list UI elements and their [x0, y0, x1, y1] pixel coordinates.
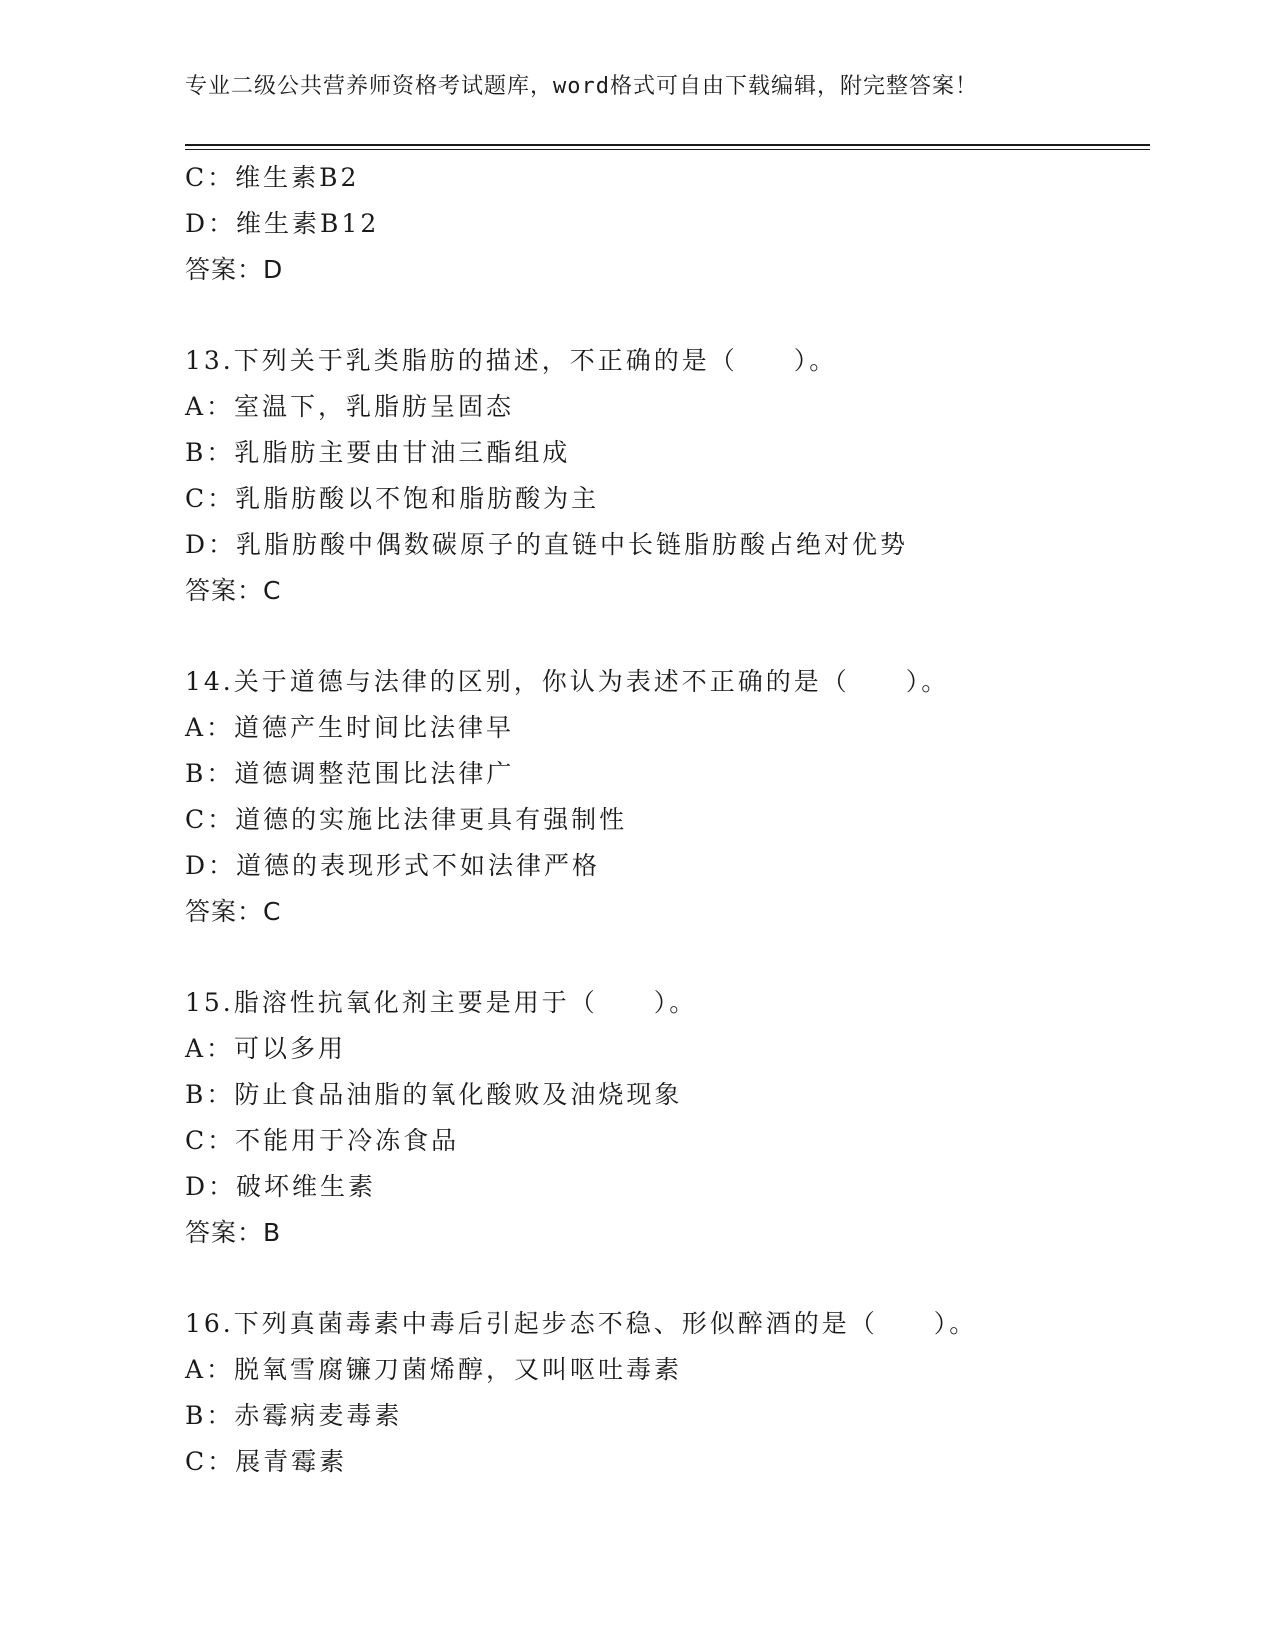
question-16	[185, 1301, 1150, 1485]
option-line: C：展青霉素	[185, 1447, 348, 1476]
option-line: A：脱氧雪腐镰刀菌烯醇，又叫呕吐毒素	[185, 1355, 683, 1384]
question-stem: 16.下列真菌毒素中毒后引起步态不稳、形似醉酒的是（ ）。	[185, 1309, 978, 1338]
question-13	[185, 338, 1150, 614]
option-line: D：维生素B12	[185, 209, 380, 238]
option-line: A：可以多用	[185, 1034, 347, 1063]
option-line: B：赤霉病麦毒素	[185, 1401, 403, 1430]
option-line: D：乳脂肪酸中偶数碳原子的直链中长链脂肪酸占绝对优势	[185, 530, 909, 559]
option-line: B：道德调整范围比法律广	[185, 759, 515, 788]
question-gap	[185, 293, 1150, 338]
question-14	[185, 659, 1150, 935]
page-header: 专业二级公共营养师资格考试题库，word格式可自由下载编辑，附完整答案！	[185, 74, 978, 99]
option-line: C：乳脂肪酸以不饱和脂肪酸为主	[185, 484, 600, 513]
option-line: C：维生素B2	[185, 163, 360, 192]
option-line: C：道德的实施比法律更具有强制性	[185, 805, 628, 834]
option-line: A：室温下，乳脂肪呈固态	[185, 392, 515, 421]
question-15	[185, 980, 1150, 1256]
question-gap	[185, 935, 1150, 980]
option-line: A：道德产生时间比法律早	[185, 713, 515, 742]
question-gap	[185, 614, 1150, 659]
question-gap	[185, 1256, 1150, 1301]
header-divider	[185, 144, 1150, 150]
question-stem: 15.脂溶性抗氧化剂主要是用于（ ）。	[185, 988, 698, 1017]
option-line: B：乳脂肪主要由甘油三酯组成	[185, 438, 571, 467]
answer-line: 答案：D	[185, 255, 284, 284]
option-line: C：不能用于冷冻食品	[185, 1126, 460, 1155]
answer-line: 答案：C	[185, 576, 282, 605]
option-line: D：破坏维生素	[185, 1172, 377, 1201]
option-line: B：防止食品油脂的氧化酸败及油烧现象	[185, 1080, 683, 1109]
question-stem: 13.下列关于乳类脂肪的描述，不正确的是（ ）。	[185, 346, 838, 375]
answer-line: 答案：C	[185, 897, 282, 926]
answer-line: 答案：B	[185, 1218, 282, 1247]
option-line: D：道德的表现形式不如法律严格	[185, 851, 601, 880]
question-stem: 14.关于道德与法律的区别，你认为表述不正确的是（ ）。	[185, 667, 950, 696]
document-body	[185, 155, 1150, 1485]
